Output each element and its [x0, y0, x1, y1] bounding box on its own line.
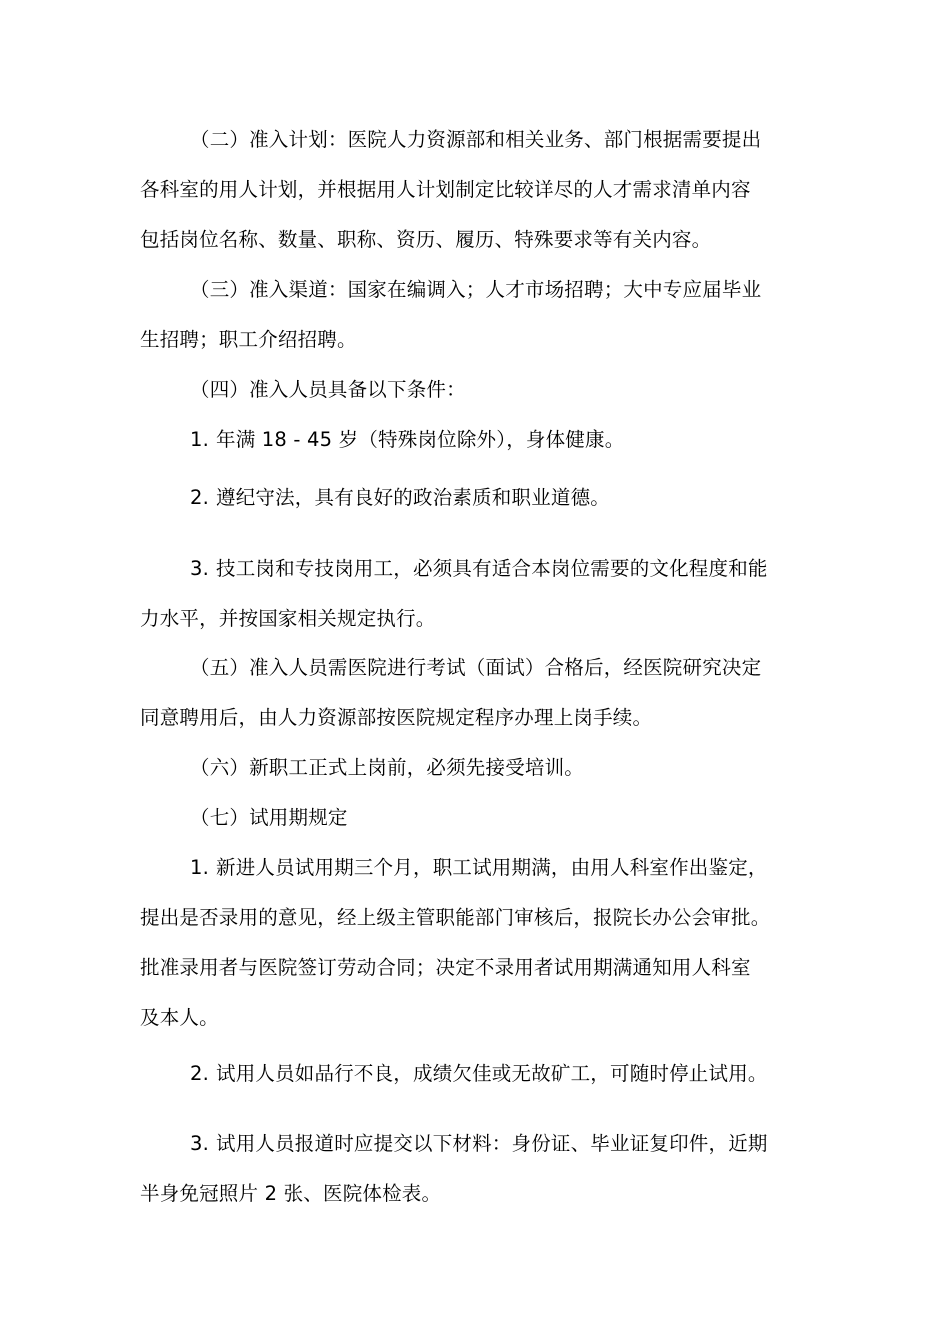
section-3-line-2: 生招聘；职工介绍招聘。 [140, 328, 357, 351]
item-number: 3. [190, 1132, 210, 1155]
item-text: 年满 18 - 45 岁（特殊岗位除外），身体健康。 [216, 428, 625, 451]
section-7-item-3-line-2: 半身免冠照片 2 张、医院体检表。 [140, 1182, 442, 1205]
item-text: 遵纪守法，具有良好的政治素质和职业道德。 [216, 486, 611, 509]
item-number: 2. [190, 1062, 210, 1085]
section-4-item-3-line-2: 力水平，并按国家相关规定执行。 [140, 607, 436, 630]
section-4-item-2 [190, 485, 610, 511]
section-7-item-1-line-3: 批准录用者与医院签订劳动合同；决定不录用者试用期满通知用人科室 [140, 956, 751, 979]
item-text: 试用人员报道时应提交以下材料：身份证、毕业证复印件，近期 [216, 1132, 768, 1155]
section-5-line-2: 同意聘用后，由人力资源部按医院规定程序办理上岗手续。 [140, 706, 653, 729]
section-2-line-1: （二）准入计划：医院人力资源部和相关业务、部门根据需要提出 [190, 128, 762, 151]
item-number: 2. [190, 486, 210, 509]
section-4-item-3 [190, 556, 768, 582]
section-3-line-1: （三）准入渠道：国家在编调入；人才市场招聘；大中专应届毕业 [190, 278, 762, 301]
section-7-item-1-line-2: 提出是否录用的意见，经上级主管职能部门审核后，报院长办公会审批。 [140, 906, 771, 929]
section-7-item-3 [190, 1131, 768, 1157]
item-number: 3. [190, 557, 210, 580]
item-number: 1. [190, 428, 210, 451]
section-7-item-1 [190, 855, 768, 881]
section-7-heading: （七）试用期规定 [190, 806, 348, 829]
section-5-line-1: （五）准入人员需医院进行考试（面试）合格后，经医院研究决定 [190, 656, 762, 679]
section-2-line-2: 各科室的用人计划，并根据用人计划制定比较详尽的人才需求清单内容 [140, 178, 751, 201]
section-4-item-1 [190, 427, 624, 453]
item-text: 技工岗和专技岗用工，必须具有适合本岗位需要的文化程度和能 [216, 557, 768, 580]
section-6-line-1: （六）新职工正式上岗前，必须先接受培训。 [190, 756, 585, 779]
section-2-line-3: 包括岗位名称、数量、职称、资历、履历、特殊要求等有关内容。 [140, 228, 712, 251]
section-4-heading: （四）准入人员具备以下条件： [190, 378, 466, 401]
section-7-item-2 [190, 1061, 768, 1087]
item-text: 试用人员如品行不良，成绩欠佳或无故矿工，可随时停止试用。 [216, 1062, 768, 1085]
item-text: 新进人员试用期三个月，职工试用期满，由用人科室作出鉴定， [216, 856, 768, 879]
section-7-item-1-line-4: 及本人。 [140, 1006, 219, 1029]
item-number: 1. [190, 856, 210, 879]
